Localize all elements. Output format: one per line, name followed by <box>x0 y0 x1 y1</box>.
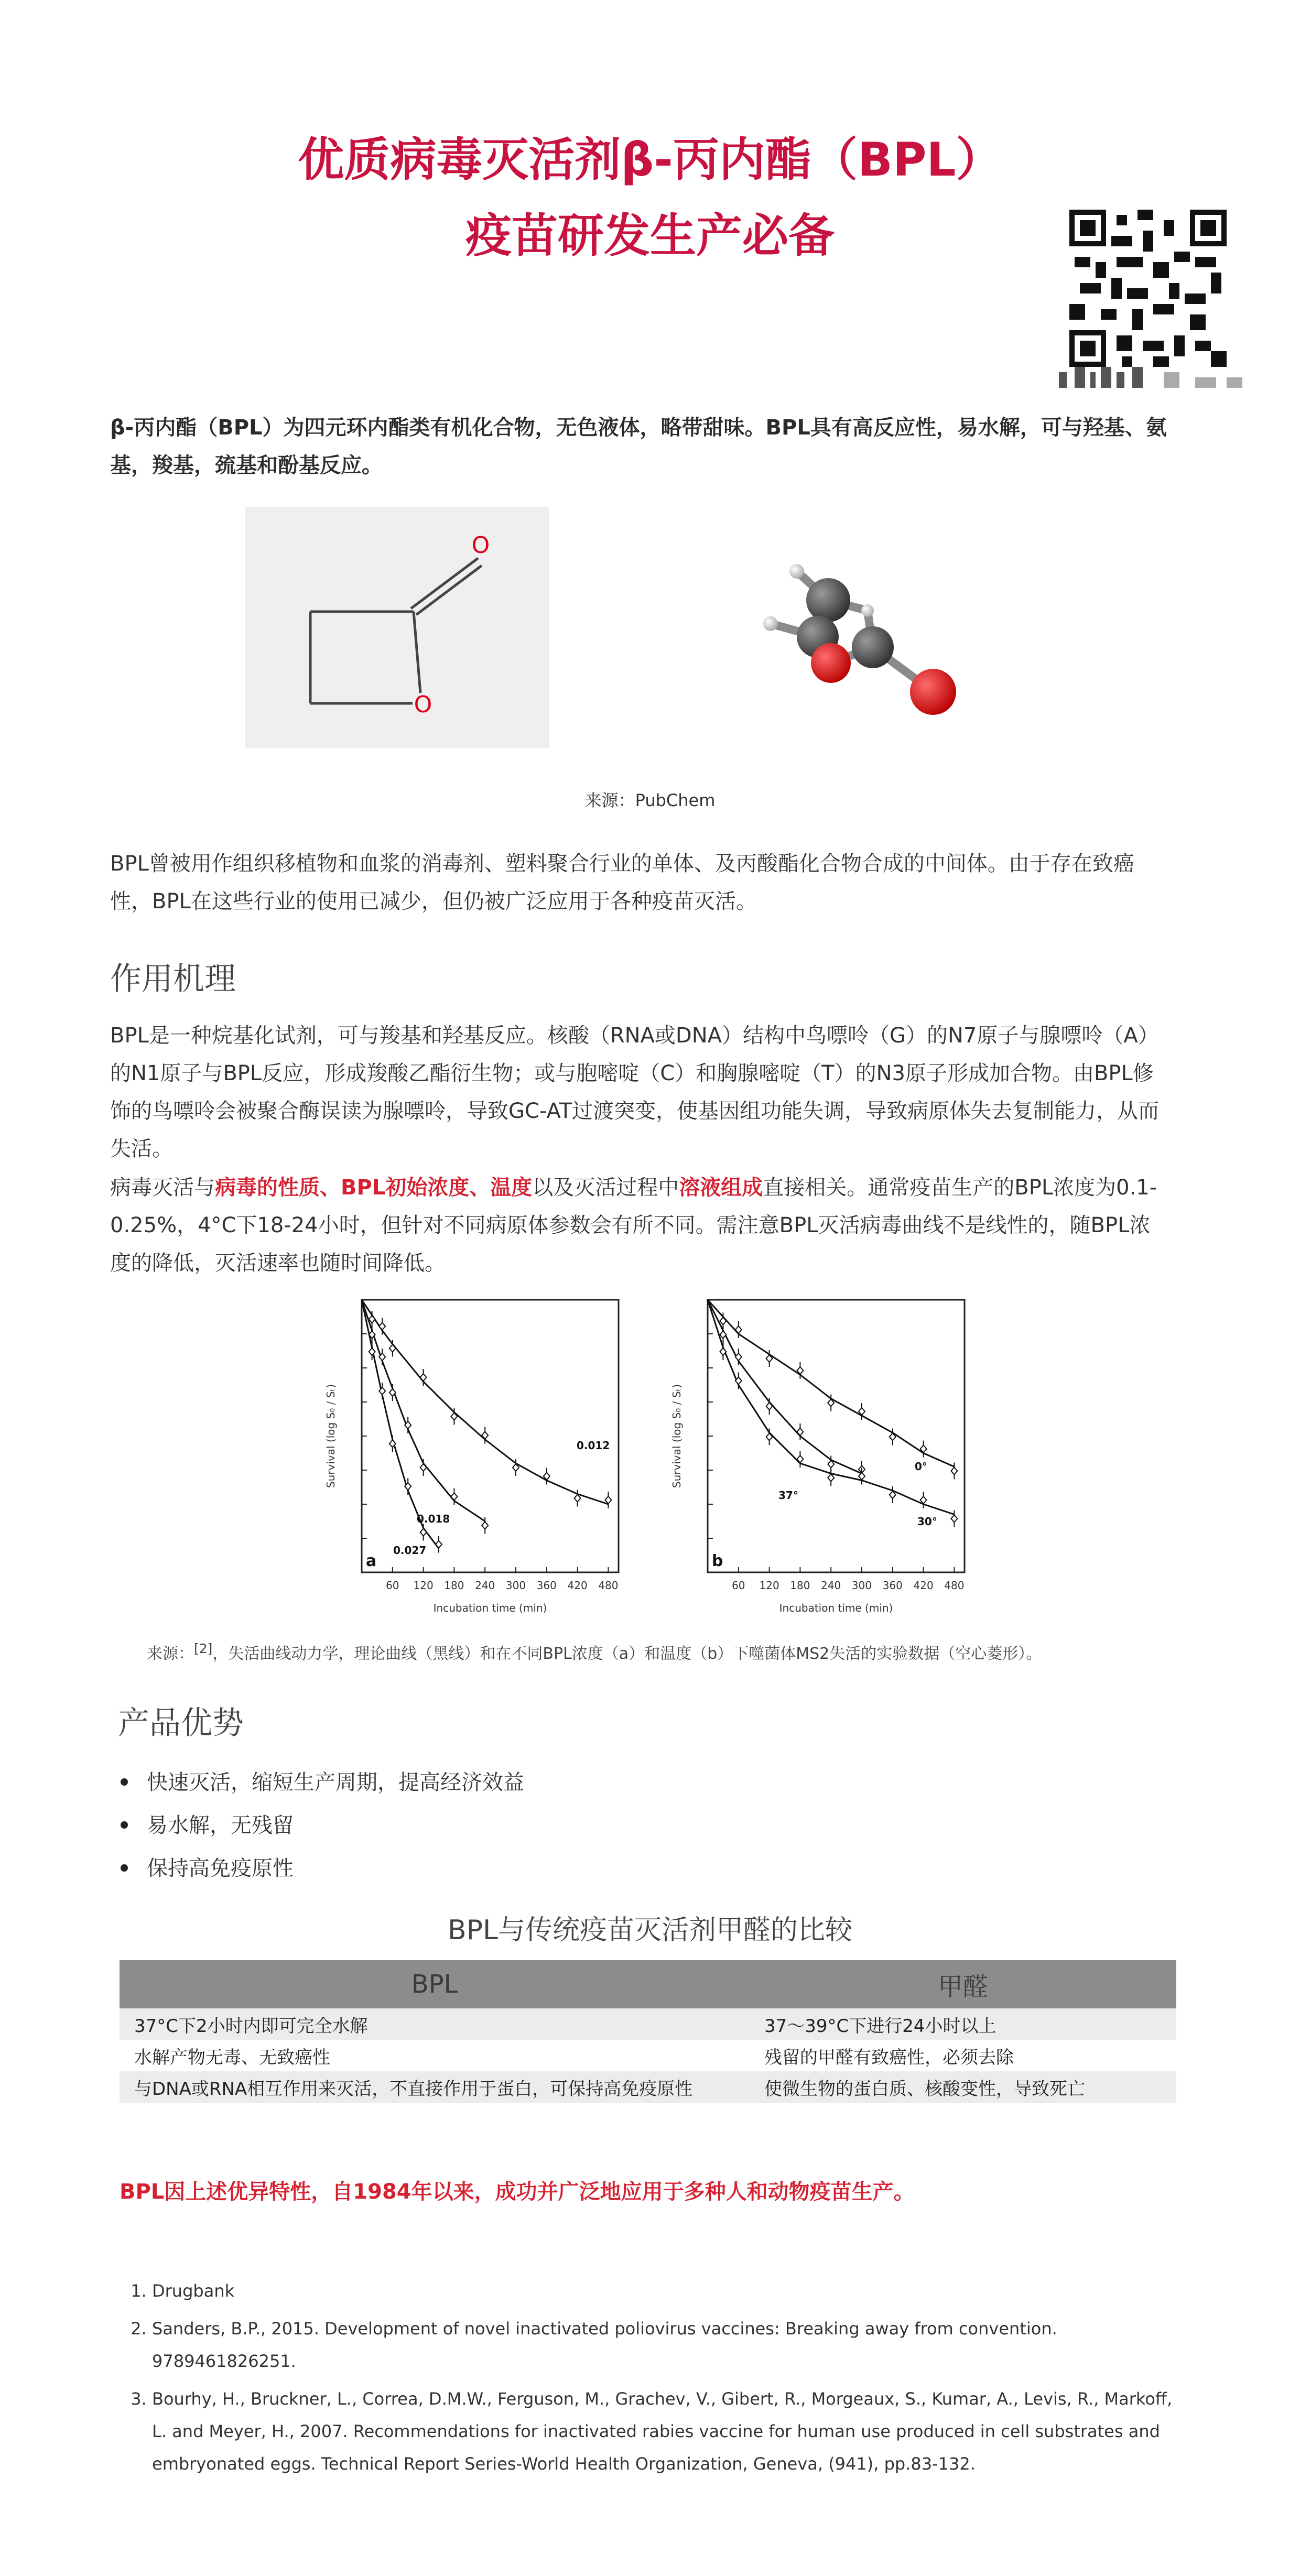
series-label: 37° <box>778 1489 798 1502</box>
x-tick-label: 240 <box>475 1579 495 1592</box>
structure-caption: 来源：PubChem <box>584 790 716 810</box>
reference-item: 3. Bourhy, H., Bruckner, L., Correa, D.M.W., Ferguson, M., Grachev, V., Gibert, R., Morgeaux, S., Kumar, A., Levis, R., Markoff, L. and Meyer, H., 2007. Recommendations for inactivated rabies vaccine for human use produced in cell substrates and embryonated eggs. Technical Report Series-World Health Organization, Geneva, (941), pp.83-132. <box>152 2383 1179 2480</box>
x-tick-label: 480 <box>944 1579 965 1592</box>
reference-item: 1. Drugbank <box>152 2275 1179 2307</box>
table-cell: 水解产物无毒、无致癌性 <box>120 2040 750 2071</box>
figure-caption-prefix: 来源： <box>147 1645 194 1663</box>
inactivation-text: 直接相关。通常疫苗生产的BPL浓度为0.1-0.25%，4°C下18-24小时，但针对不同病原体参数会有所不同。需注意BPL灭活病毒曲线不是线性的，随BPL浓度的降低，灭活速率也随时间降低。 <box>110 1176 1157 1275</box>
structure-2d-drawing <box>245 507 549 748</box>
x-axis-label: Incubation time (min) <box>433 1602 547 1614</box>
advantages-list <box>121 1761 524 1890</box>
series-label: 0.018 <box>417 1513 450 1525</box>
column-header-formaldehyde: 甲醛 <box>750 1960 1176 2008</box>
x-tick-label: 360 <box>536 1579 557 1592</box>
oxygen-label-carbonyl: O <box>471 532 490 559</box>
mechanism-heading: 作用机理 <box>110 961 236 997</box>
intro-paragraph: β-丙内酯（BPL）为四元环内酯类有机化合物，无色液体，略带甜味。BPL具有高反应性，易水解，可与羟基、氨基，羧基，巯基和酚基反应。 <box>110 416 1167 477</box>
page-title: 优质病毒灭活剂β-丙内酯（BPL） <box>298 133 1002 187</box>
structure-2d-image <box>245 507 549 748</box>
inactivation-paragraph <box>110 1169 1169 1282</box>
plot-frame <box>708 1300 965 1572</box>
hydrogen-atom <box>763 616 778 631</box>
qr-caption-blur <box>1059 367 1253 393</box>
table-cell: 使微生物的蛋白质、核酸变性，导致死亡 <box>750 2071 1176 2103</box>
carbon-atom <box>806 578 850 622</box>
advantages-heading: 产品优势 <box>118 1705 244 1742</box>
column-header-bpl: BPL <box>120 1960 750 2008</box>
reference-item: 2. Sanders, B.P., 2015. Development of novel inactivated poliovirus vaccines: Breaking away from convention. 9789461826251. <box>152 2312 1179 2377</box>
table-cell: 37°C下2小时内即可完全水解 <box>120 2008 750 2040</box>
mechanism-paragraph: BPL是一种烷基化试剂，可与羧基和羟基反应。核酸（RNA或DNA）结构中鸟嘌呤（G）的N7原子与腺嘌呤（A）的N1原子与BPL反应，形成羧酸乙酯衍生物；或与胞嘧啶（C）和胸腺嘧啶（T）的N3原子形成加合物。由BPL修饰的鸟嘌呤会被聚合酶误读为腺嘌呤，导致GC-AT过渡突变，使基因组功能失调，导致病原体失去复制能力，从而失活。 <box>110 1024 1160 1161</box>
conclusion-text: BPL因上述优异特性，自1984年以来，成功并广泛地应用于多种人和动物疫苗生产。 <box>120 2180 915 2204</box>
x-tick-label: 240 <box>821 1579 841 1592</box>
list-item: 易水解，无残留 <box>121 1804 524 1847</box>
oxygen-atom <box>910 669 956 715</box>
comparison-table <box>120 1960 1176 2103</box>
x-tick-label: 60 <box>732 1579 745 1592</box>
citation-link[interactable]: [2] <box>194 1641 213 1656</box>
y-axis-label: Survival (log S₀ / Sₜ) <box>670 1384 683 1488</box>
hydrogen-atom <box>861 604 874 617</box>
figure-caption-text: ，失活曲线动力学，理论曲线（黑线）和在不同BPL浓度（a）和温度（b）下噬菌体MS2失活的实验数据（空心菱形）。 <box>212 1645 1042 1663</box>
carbon-atom <box>852 626 894 668</box>
table-row <box>120 2040 1176 2071</box>
x-tick-label: 360 <box>882 1579 903 1592</box>
hydrogen-atom <box>789 564 804 579</box>
series-label: 0.012 <box>577 1439 610 1452</box>
highlight-solution: 溶液组成 <box>679 1176 763 1200</box>
page-subtitle: 疫苗研发生产必备 <box>465 209 835 263</box>
x-tick-label: 300 <box>505 1579 526 1592</box>
inactivation-text: 病毒灭活与 <box>110 1176 215 1200</box>
qr-code <box>1069 210 1227 367</box>
comparison-title: BPL与传统疫苗灭活剂甲醛的比较 <box>447 1915 852 1946</box>
x-tick-label: 120 <box>759 1579 779 1592</box>
series-label: 30° <box>917 1515 937 1528</box>
table-cell: 37～39°C下进行24小时以上 <box>750 2008 1176 2040</box>
table-cell: 残留的甲醛有致癌性，必须去除 <box>750 2040 1176 2071</box>
y-axis-label: Survival (log S₀ / Sₜ) <box>324 1384 337 1488</box>
chart-panel-b <box>666 1289 1001 1646</box>
plot-frame <box>362 1300 619 1572</box>
highlight-factors: 病毒的性质、BPL初始浓度、温度 <box>215 1176 533 1200</box>
table-row <box>120 2008 1176 2040</box>
x-tick-label: 300 <box>851 1579 872 1592</box>
usage-paragraph: BPL曾被用作组织移植物和血浆的消毒剂、塑料聚合行业的单体、及丙酸酯化合物合成的中间体。由于存在致癌性，BPL在这些行业的使用已减少，但仍被广泛应用于各种疫苗灭活。 <box>110 852 1134 914</box>
x-tick-label: 420 <box>913 1579 934 1592</box>
x-tick-label: 180 <box>444 1579 464 1592</box>
chart-panel-a <box>320 1289 655 1646</box>
table-row <box>120 2071 1176 2103</box>
panel-label: a <box>366 1552 377 1570</box>
series-label: 0.027 <box>393 1544 427 1557</box>
panel-label: b <box>712 1552 723 1570</box>
oxygen-label-ring: O <box>414 691 432 718</box>
references-list <box>131 2275 1179 2485</box>
x-tick-label: 420 <box>567 1579 588 1592</box>
x-tick-label: 180 <box>790 1579 810 1592</box>
table-cell: 与DNA或RNA相互作用来灭活，不直接作用于蛋白，可保持高免疫原性 <box>120 2071 750 2103</box>
x-axis-label: Incubation time (min) <box>779 1602 893 1614</box>
table-header-row <box>120 1960 1176 2008</box>
list-item: 快速灭活，缩短生产周期，提高经济效益 <box>121 1761 524 1804</box>
x-tick-label: 120 <box>413 1579 434 1592</box>
figure-caption <box>147 1640 1174 1664</box>
x-tick-label: 60 <box>386 1579 399 1592</box>
list-item: 保持高免疫原性 <box>121 1847 524 1890</box>
structure-3d-model <box>744 529 996 739</box>
oxygen-atom <box>811 643 851 683</box>
inactivation-text: 以及灭活过程中 <box>532 1176 679 1200</box>
x-tick-label: 480 <box>598 1579 619 1592</box>
series-label: 0° <box>915 1460 927 1473</box>
